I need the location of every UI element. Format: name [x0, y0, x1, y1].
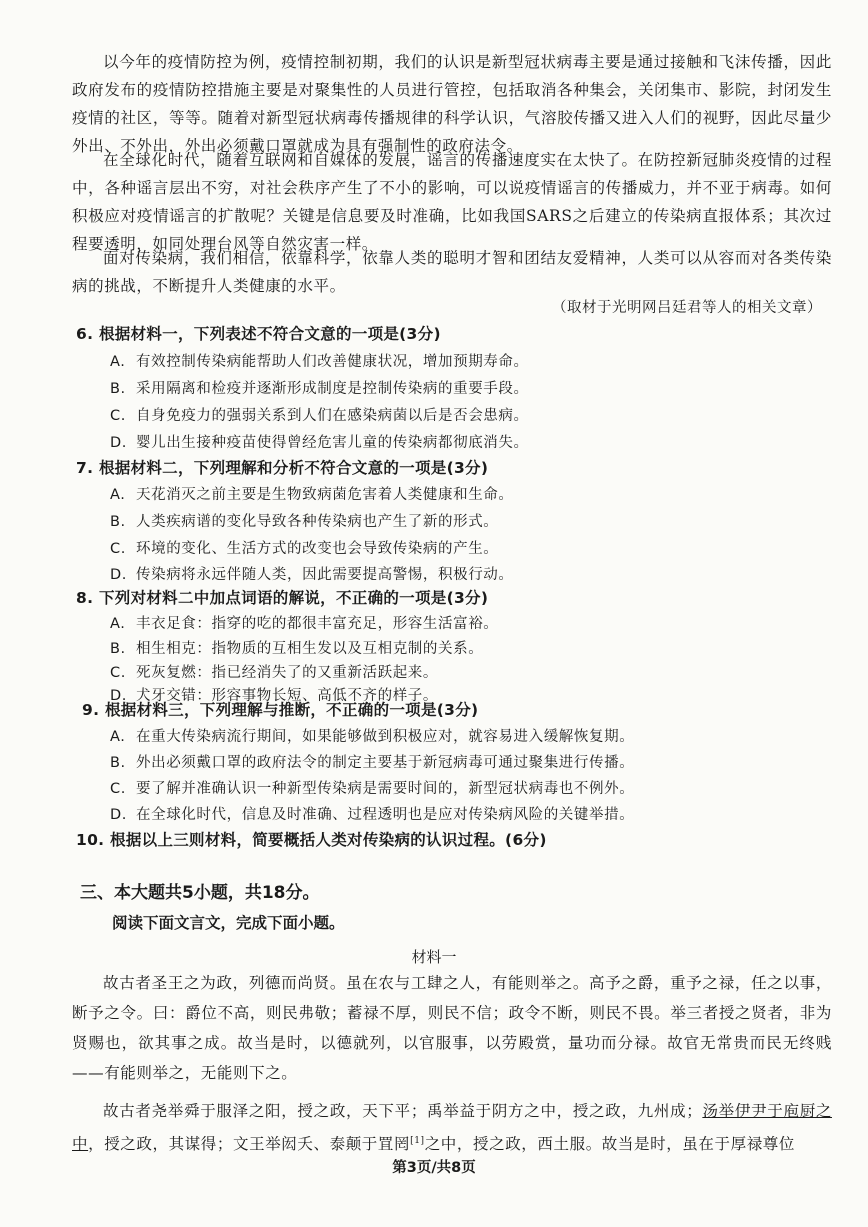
option-key: A. [110, 729, 126, 745]
option-text: 有效控制传染病能帮助人们改善健康状况，增加预期寿命。 [136, 354, 529, 370]
footnote-marker: [1] [410, 1136, 425, 1146]
option-text: 人类疾病谱的变化导致各种传染病也产生了新的形式。 [136, 514, 499, 530]
question-7-stem: 7. 根据材料二，下列理解和分析不符合文意的一项是(3分) [76, 459, 489, 477]
question-8-option-b[interactable] [110, 637, 483, 658]
question-9-option-b[interactable] [110, 751, 634, 772]
option-text: 相生相克：指物质的互相生发以及互相克制的关系。 [136, 641, 484, 657]
option-key: A. [110, 487, 126, 503]
option-key: D. [110, 567, 127, 583]
option-key: B. [110, 381, 126, 397]
option-text: 传染病将永远伴随人类，因此需要提高警惕，积极行动。 [136, 567, 514, 583]
option-key: D. [110, 688, 127, 704]
option-key: C. [110, 781, 126, 797]
question-9-option-c[interactable] [110, 777, 634, 798]
question-6-option-b[interactable] [110, 377, 529, 398]
option-text: 婴儿出生接种疫苗使得曾经危害儿童的传染病都彻底消失。 [136, 435, 529, 451]
option-key: B. [110, 641, 126, 657]
section-instruction: 阅读下面文言文，完成下面小题。 [112, 914, 345, 932]
paragraph-rumor: 在全球化时代，随着互联网和自媒体的发展，谣言的传播速度实在太快了。在防控新冠肺炎疫情的过程中，各种谣言层出不穷，对社会秩序产生了不小的影响，可以说疫情谣言的传播威力，并不亚于病毒。如何积极应对疫情谣言的扩散呢？关键是信息要及时准确，比如我国SARS之后建立的传染病直报体系；其次过程要透明，如同处理台风等自然灾害一样。 [72, 151, 832, 253]
option-text: 犬牙交错：形容事物长短、高低不齐的样子。 [136, 688, 438, 704]
question-9-option-a[interactable] [110, 725, 634, 746]
question-7-option-d[interactable] [110, 563, 514, 584]
question-8-stem: 8. 下列对材料二中加点词语的解说，不正确的一项是(3分) [76, 589, 489, 607]
option-key: C. [110, 665, 126, 681]
option-key: B. [110, 755, 126, 771]
option-text: 天花消灭之前主要是生物致病菌危害着人类健康和生命。 [136, 487, 514, 503]
material-title: 材料一 [411, 948, 457, 966]
option-text: 自身免疫力的强弱关系到人们在感染病菌以后是否会患病。 [136, 408, 529, 424]
option-key: A. [110, 616, 126, 632]
option-text: 采用隔离和检疫并逐渐形成制度是控制传染病的重要手段。 [136, 381, 529, 397]
option-text: 要了解并准确认识一种新型传染病是需要时间的，新型冠状病毒也不例外。 [136, 781, 635, 797]
option-key: C. [110, 541, 126, 557]
source-citation: （取材于光明网吕廷君等人的相关文章） [552, 300, 822, 316]
underlined-sentence: 汤举伊尹于庖厨之中 [72, 1102, 832, 1154]
option-text: 在重大传染病流行期间，如果能够做到积极应对，就容易进入缓解恢复期。 [136, 729, 635, 745]
question-8-option-a[interactable] [110, 612, 498, 633]
question-6-option-a[interactable] [110, 350, 529, 371]
option-key: A. [110, 354, 126, 370]
classical-text-part-a: 故古者尧举舜于服泽之阳，授之政，天下平；禹举益于阴方之中，授之政，九州成； [103, 1102, 703, 1120]
question-6-stem: 6. 根据材料一，下列表述不符合文意的一项是(3分) [76, 325, 441, 343]
question-9-stem: 9. 根据材料三，下列理解与推断，不正确的一项是(3分) [82, 701, 479, 719]
question-10-stem: 10. 根据以上三则材料，简要概括人类对传染病的认识过程。(6分) [76, 831, 547, 849]
paragraph-epidemic-control: 以今年的疫情防控为例，疫情控制初期，我们的认识是新型冠状病毒主要是通过接触和飞沫传播，因此政府发布的疫情防控措施主要是对聚集性的人员进行管控，包括取消各种集会，关闭集市、影院，封闭发生疫情的社区，等等。随着对新型冠状病毒传播规律的科学认识，气溶胶传播又进入人们的视野，因此尽量少外出、不外出，外出必须戴口罩就成为具有强制性的政府法令。 [72, 53, 832, 155]
question-9-option-d[interactable] [110, 803, 634, 824]
question-7-option-c[interactable] [110, 537, 498, 558]
option-key: C. [110, 408, 126, 424]
classical-text-part-b: ，授之政，其谋得；文王举闳夭、泰颠于罝罔 [88, 1135, 411, 1154]
question-6-option-d[interactable] [110, 431, 529, 452]
option-key: D. [110, 807, 127, 823]
question-6-option-c[interactable] [110, 404, 529, 425]
section-title: 三、本大题共5小题，共18分。 [80, 883, 320, 903]
paragraph-conclusion: 面对传染病，我们相信，依靠科学，依靠人类的聪明才智和团结友爱精神，人类可以从容而对各类传染病的挑战，不断提升人类健康的水平。 [72, 249, 832, 295]
option-text: 在全球化时代，信息及时准确、过程透明也是应对传染病风险的关键举措。 [136, 807, 635, 823]
classical-paragraph-1: 故古者圣王之为政，列德而尚贤。虽在农与工肆之人，有能则举之。高予之爵，重予之禄，任之以事，断予之令。曰：爵位不高，则民弗敬；蓄禄不厚，则民不信；政令不断，则民不畏。举三者授之贤者，非为贤赐也，欲其事之成。故当是时，以德就列，以官服事，以劳殿赏，量功而分禄。故官无常贵而民无终贱——有能则举之，无能则下之。 [72, 974, 832, 1082]
question-7-option-a[interactable] [110, 483, 514, 504]
question-7-option-b[interactable] [110, 510, 498, 531]
option-text: 死灰复燃：指已经消失了的又重新活跃起来。 [136, 665, 438, 681]
option-text: 丰衣足食：指穿的吃的都很丰富充足，形容生活富裕。 [136, 616, 499, 632]
classical-text-part-c: 之中，授之政，西土服。故当是时，虽在于厚禄尊位 [424, 1135, 795, 1154]
option-text: 外出必须戴口罩的政府法令的制定主要基于新冠病毒可通过聚集进行传播。 [136, 755, 635, 771]
classical-paragraph-2 [72, 1096, 832, 1159]
option-key: B. [110, 514, 126, 530]
page-number: 第3页/共8页 [392, 1160, 476, 1176]
option-text: 环境的变化、生活方式的改变也会导致传染病的产生。 [136, 541, 499, 557]
option-key: D. [110, 435, 127, 451]
question-8-option-c[interactable] [110, 661, 438, 682]
